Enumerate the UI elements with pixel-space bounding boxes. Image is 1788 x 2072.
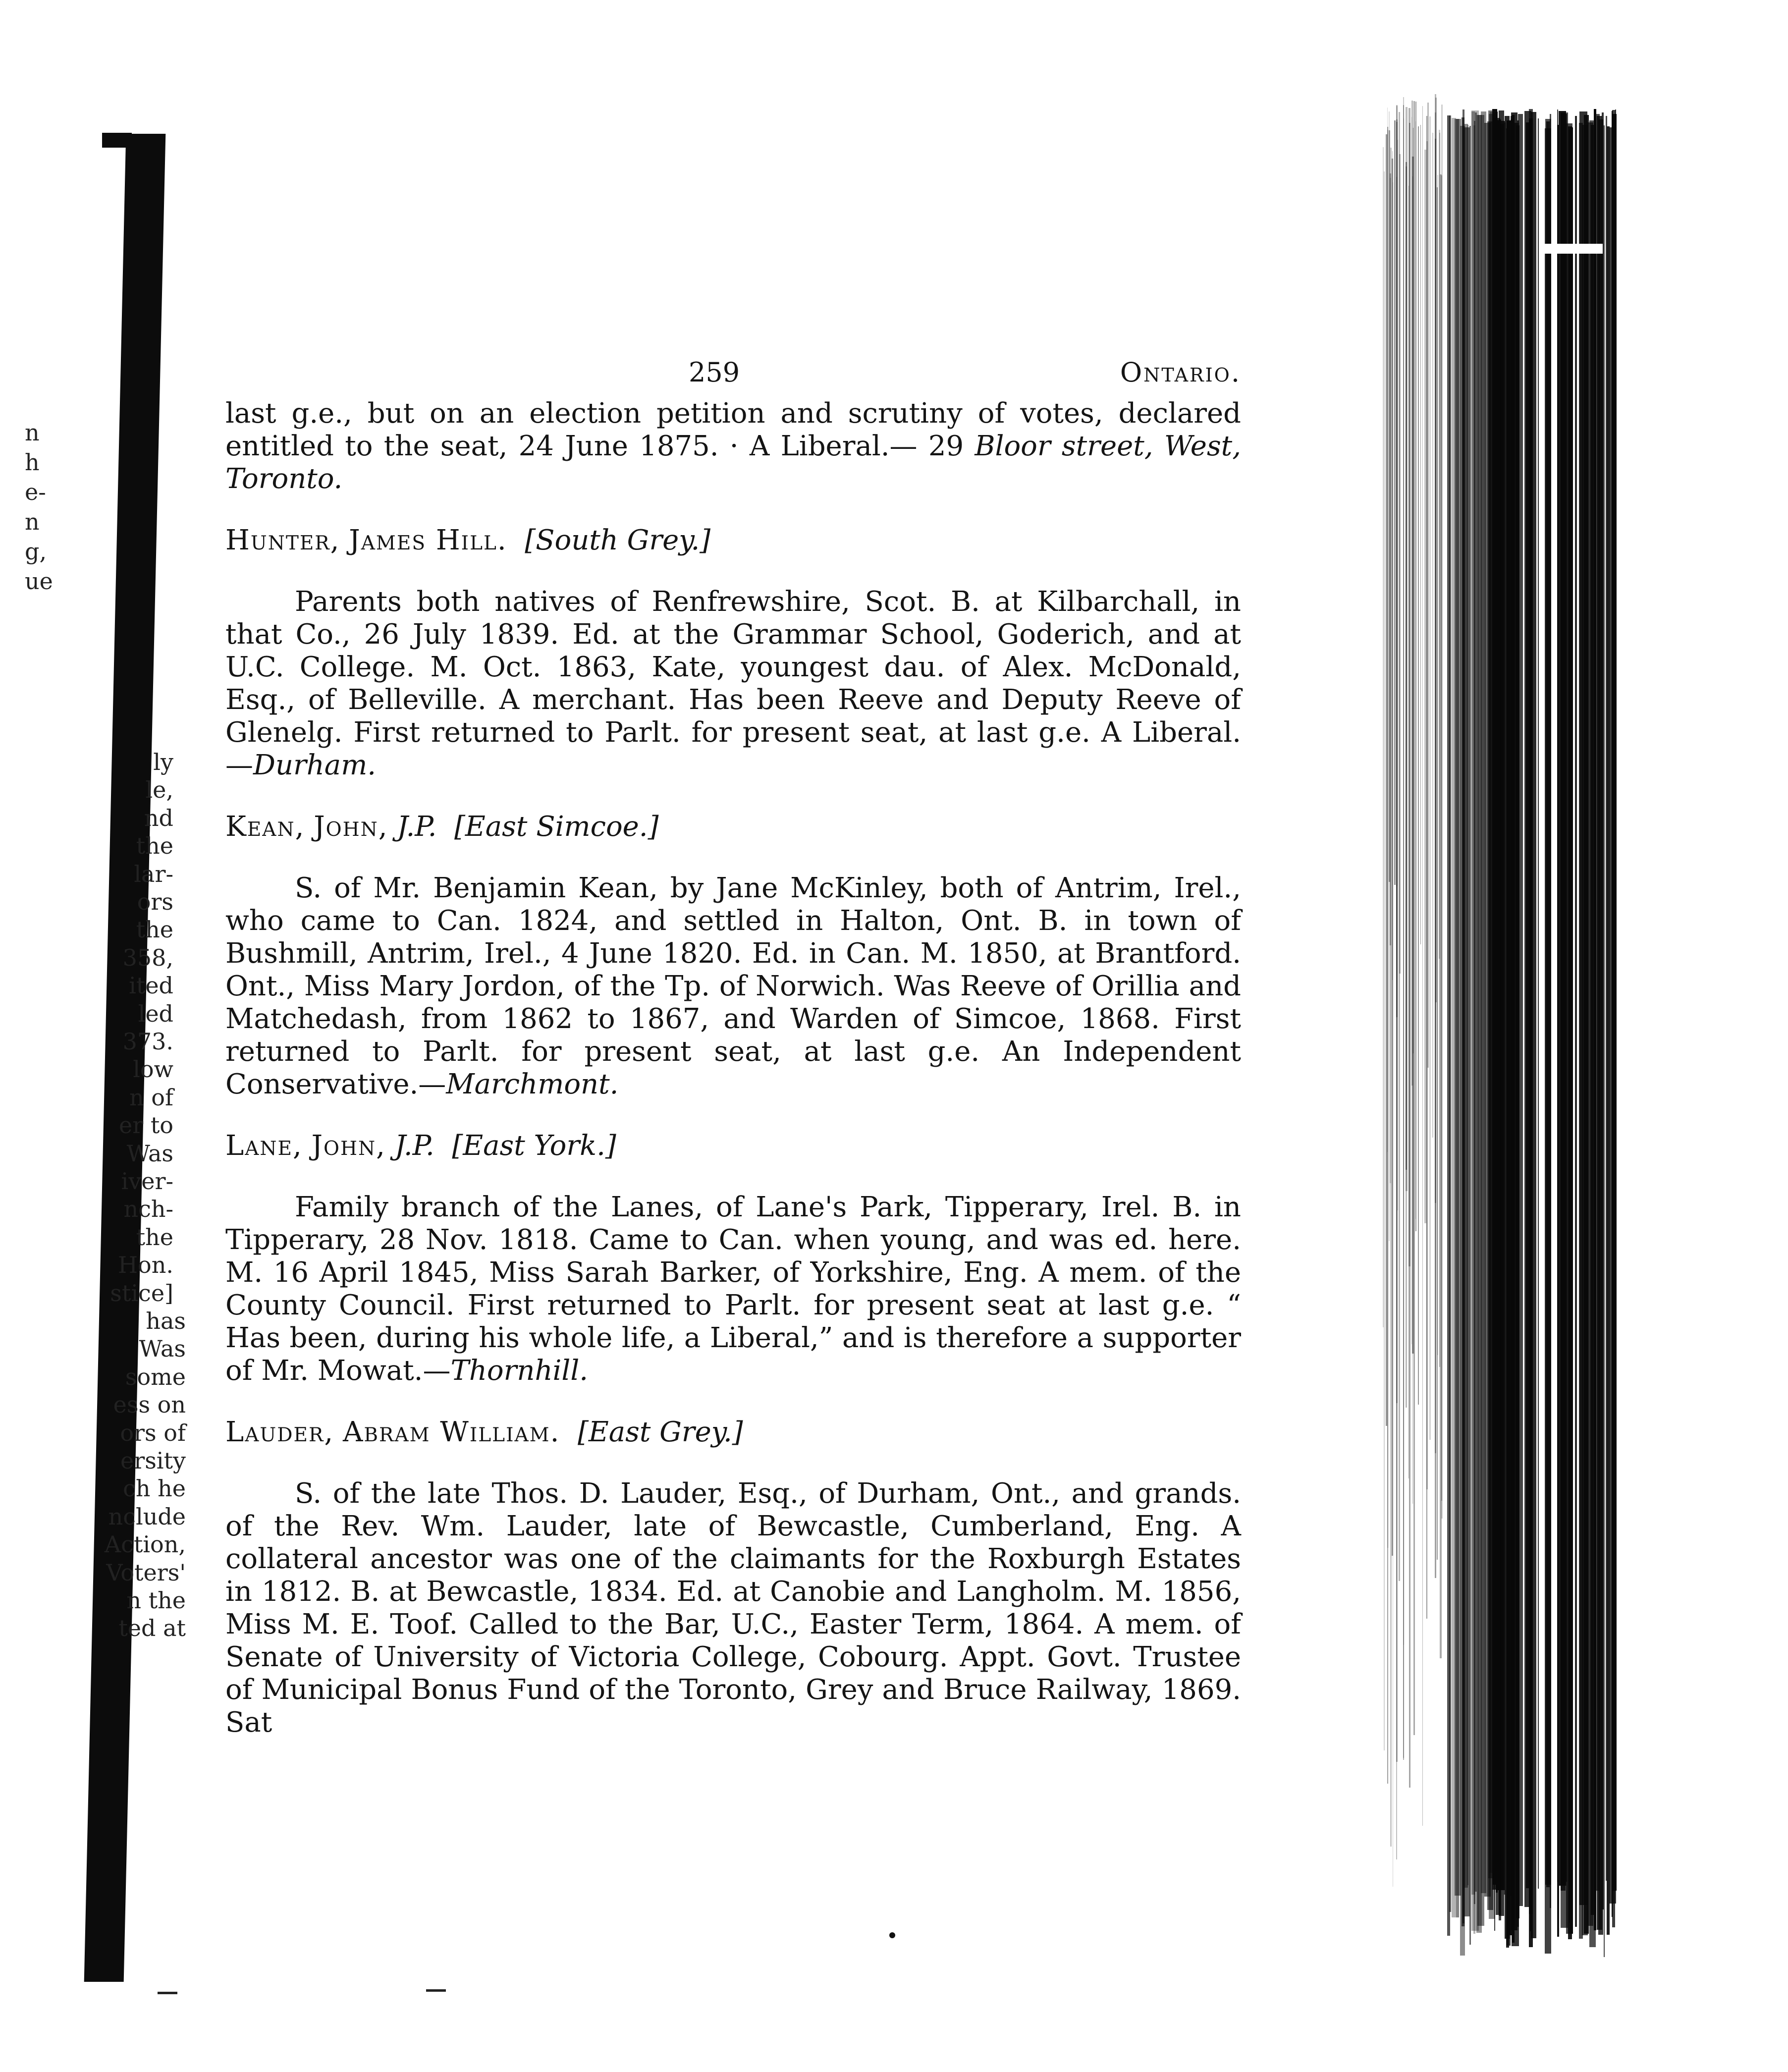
facing-page-fragment: some — [125, 1363, 186, 1390]
facing-page-fragment: the — [136, 832, 173, 860]
scan-speckle — [1429, 116, 1431, 1440]
scan-streak — [1455, 119, 1461, 1896]
facing-page-fragment: the — [136, 916, 173, 943]
scan-speckle — [1384, 171, 1385, 1750]
biography-entry — [225, 1130, 1241, 1387]
entry-body — [225, 1191, 1241, 1387]
entry-body-text: S. of the late Thos. D. Lauder, Esq., of Durham, Ont., and grands. of the Rev. Wm. Lauder, late of Bewcastle, Cumberland, Eng. A collateral ancestor was one of the claimants for the Roxburgh Estates in 1812. B. at Bewcastle, 1834. Ed. at Canobie and Langholm. M. 1856, Miss M. E. Toof. Called to the Bar, U.C., Easter Term, 1864. A mem. of Senate of University of Victoria College, Cobourg. Appt. Govt. Trustee of Municipal Bonus Fund of the Toronto, Grey and Bruce Railway, 1869. Sat — [225, 1477, 1241, 1739]
scan-streak — [1505, 116, 1510, 1939]
scan-edge-gap — [1543, 244, 1603, 254]
scan-streak — [1591, 125, 1595, 1915]
facing-page-fragment: lar- — [134, 860, 173, 887]
facing-page-fragment: Was — [139, 1335, 186, 1363]
scan-speckle — [1403, 105, 1404, 1760]
scan-speckle — [1399, 112, 1400, 1581]
entry-seat: [East York.] — [452, 1130, 616, 1162]
page-header — [225, 357, 1241, 392]
scan-speckle — [1437, 175, 1438, 1355]
scan-streak — [1569, 129, 1572, 1923]
facing-page-fragment: n the — [126, 1587, 186, 1614]
scan-streak — [1467, 125, 1468, 1886]
entry-title: J.P. — [397, 811, 437, 843]
scan-streak — [1518, 114, 1523, 1906]
scan-streak — [1529, 118, 1533, 1947]
facing-page-fragment: Voters' — [106, 1559, 186, 1586]
scan-streak — [1545, 128, 1551, 1954]
facing-page-fragment: 358, — [122, 944, 173, 971]
entry-body — [225, 872, 1241, 1101]
binding-shadow-top — [102, 133, 132, 148]
facing-page-fragment: ors of — [120, 1419, 186, 1446]
scan-streak — [1612, 110, 1615, 1927]
scan-speckle — [1441, 105, 1443, 1519]
facing-page-fragment: n — [25, 508, 40, 535]
facing-page-fragment: nclude — [108, 1503, 186, 1530]
facing-page-fragment: h — [25, 449, 40, 476]
facing-page-fragment: nch- — [123, 1196, 173, 1223]
entry-surname: Hunter, — [225, 524, 340, 556]
facing-page-fragment: ted at — [118, 1615, 186, 1642]
scan-speckle — [1413, 101, 1414, 1735]
scan-edge-artifact — [1382, 89, 1620, 1962]
facing-page-fragment: iver- — [121, 1168, 173, 1195]
facing-page-fragment: stice] — [110, 1279, 173, 1307]
facing-page-fragment: ors — [137, 888, 173, 915]
facing-page-fragment: n — [25, 419, 40, 446]
facing-page-fragment: ch he — [123, 1475, 186, 1502]
facing-page-fragment: ly — [153, 749, 173, 775]
facing-page-fragment: g, — [25, 538, 47, 565]
facing-page-fragment: led — [138, 1000, 173, 1027]
scan-speckle — [1396, 177, 1398, 1859]
entry-given-name: John, — [311, 1130, 386, 1162]
entry-body-text: S. of Mr. Benjamin Kean, by Jane McKinley, both of Antrim, Irel., who came to Can. 1824, and settled in Halton, Ont. B. in town of Bushmill, Antrim, Irel., 4 June 1820. Ed. in Can. M. 1850, at Brantford. Ont., Miss Mary Jordon, of the Tp. of Norwich. Was Reeve of Orillia and Matchedash, from 1862 to 1867, and Warden of Simcoe, 1868. First returned to Parlt. for present seat, at last g.e. An Independent Conservative.— — [225, 872, 1241, 1100]
entry-surname: Lauder, — [225, 1416, 334, 1448]
entry-surname: Lane, — [225, 1130, 303, 1162]
entry-body — [225, 586, 1241, 782]
entry-body-text: Parents both natives of Renfrewshire, Scot. B. at Kilbarchall, in that Co., 26 July 1839. Ed. at the Grammar School, Goderich, and at U.C. College. M. Oct. 1863, Kate, youngest dau. of Alex. McDonald, Esq., of Belleville. A merchant. Has been Reeve and Deputy Reeve of Glenelg. First returned to Parlt. for present seat, at last g.e. A Liberal.— — [225, 586, 1241, 781]
scan-streak — [1582, 125, 1588, 1935]
scan-streak — [1561, 113, 1566, 1891]
scan-streak — [1492, 118, 1500, 1890]
facing-page-fragment: ue — [25, 568, 53, 595]
facing-page-fragment: Hon. — [117, 1252, 173, 1279]
scan-speckle — [1387, 127, 1388, 1784]
scan-speckle — [1422, 106, 1423, 1826]
entry-heading — [225, 1416, 1241, 1449]
scan-streak — [1512, 115, 1515, 1942]
facing-page-fragment: ersity — [120, 1447, 186, 1474]
scan-streak — [1463, 127, 1470, 1916]
entry-body-text: Family branch of the Lanes, of Lane's Park, Tipperary, Irel. B. in Tipperary, 28 Nov. 1818. Came to Can. when young, and was ed. here. M. 16 April 1845, Miss Sarah Barker, of Yorkshire, Eng. A mem. of the County Council. First returned to Parlt. for present seat at last g.e. “ Has been, during his whole life, a Liberal,” and is therefore a supporter of Mr. Mowat.— — [225, 1191, 1241, 1387]
entry-given-name: Abram William. — [342, 1416, 560, 1448]
ink-speck — [889, 1932, 895, 1938]
entry-address: Marchmont. — [446, 1068, 619, 1100]
scan-speckle — [1390, 148, 1392, 1847]
entry-address: Durham. — [253, 749, 377, 781]
biography-entry — [225, 1416, 1241, 1739]
entry-surname: Kean, — [225, 811, 305, 843]
entry-title: J.P. — [394, 1130, 434, 1162]
scan-speckle — [1406, 107, 1407, 1191]
scan-speckle — [1418, 126, 1419, 1405]
entry-body — [225, 1477, 1241, 1739]
scan-streak — [1604, 125, 1605, 1957]
continuation-text: last g.e., but on an election petition and scrutiny of votes, declared entitled to the seat, 24 June 1875. · A Liberal.— 29 — [225, 397, 1241, 462]
scan-speckle — [1435, 98, 1437, 1002]
facing-page-fragment: nd — [144, 804, 173, 831]
entry-given-name: James Hill. — [349, 524, 507, 556]
facing-page-fragment: le, — [145, 776, 173, 804]
scan-streak — [1538, 118, 1539, 1889]
facing-page-fragment: has — [146, 1308, 186, 1334]
ink-mark — [158, 1992, 177, 1994]
biography-entry — [225, 524, 1241, 782]
scan-speckle — [1439, 130, 1440, 958]
facing-page-fragments — [15, 421, 193, 1908]
facing-page-fragment: Action, — [104, 1531, 186, 1558]
entry-heading — [225, 811, 1241, 843]
scan-streak — [1477, 115, 1484, 1926]
entry-given-name: John, — [314, 811, 388, 843]
scan-speckle — [1420, 125, 1421, 944]
facing-page-fragment: n of — [129, 1084, 173, 1111]
scan-streak — [1447, 115, 1450, 1936]
biography-entry — [225, 811, 1241, 1101]
scan-speckle — [1409, 123, 1410, 1788]
facing-page-fragment: Was — [126, 1140, 173, 1167]
facing-page-fragment: low — [133, 1056, 173, 1083]
scan-speckle — [1432, 133, 1433, 1138]
page-number: 259 — [689, 357, 740, 388]
text-column — [225, 357, 1241, 1739]
facing-page-fragment: e- — [25, 479, 46, 505]
facing-page-fragment: er to — [118, 1112, 173, 1139]
scan-streak — [1607, 126, 1610, 1935]
entry-seat: [South Grey.] — [525, 524, 711, 556]
entry-seat: [East Simcoe.] — [454, 811, 659, 843]
entry-seat: [East Grey.] — [577, 1416, 743, 1448]
scan-speckle — [1394, 120, 1396, 885]
scan-streak — [1575, 116, 1577, 1927]
continuation-address: Bloor street, West, Toronto. — [225, 430, 1241, 495]
facing-page-fragment: 373. — [122, 1028, 173, 1055]
continuation-paragraph — [225, 397, 1241, 495]
entry-heading — [225, 524, 1241, 557]
scan-speckle — [1415, 102, 1417, 1231]
entry-heading — [225, 1130, 1241, 1162]
facing-page-fragment: ess on — [113, 1391, 186, 1418]
facing-page-fragment: the — [136, 1223, 173, 1251]
scan-speckle — [1426, 141, 1428, 1489]
scan-speckle — [1392, 151, 1393, 980]
running-head: Ontario. — [1120, 357, 1241, 388]
facing-page-fragment: ited — [129, 972, 173, 999]
entry-address: Thornhill. — [450, 1355, 589, 1387]
ink-mark — [426, 1989, 446, 1992]
